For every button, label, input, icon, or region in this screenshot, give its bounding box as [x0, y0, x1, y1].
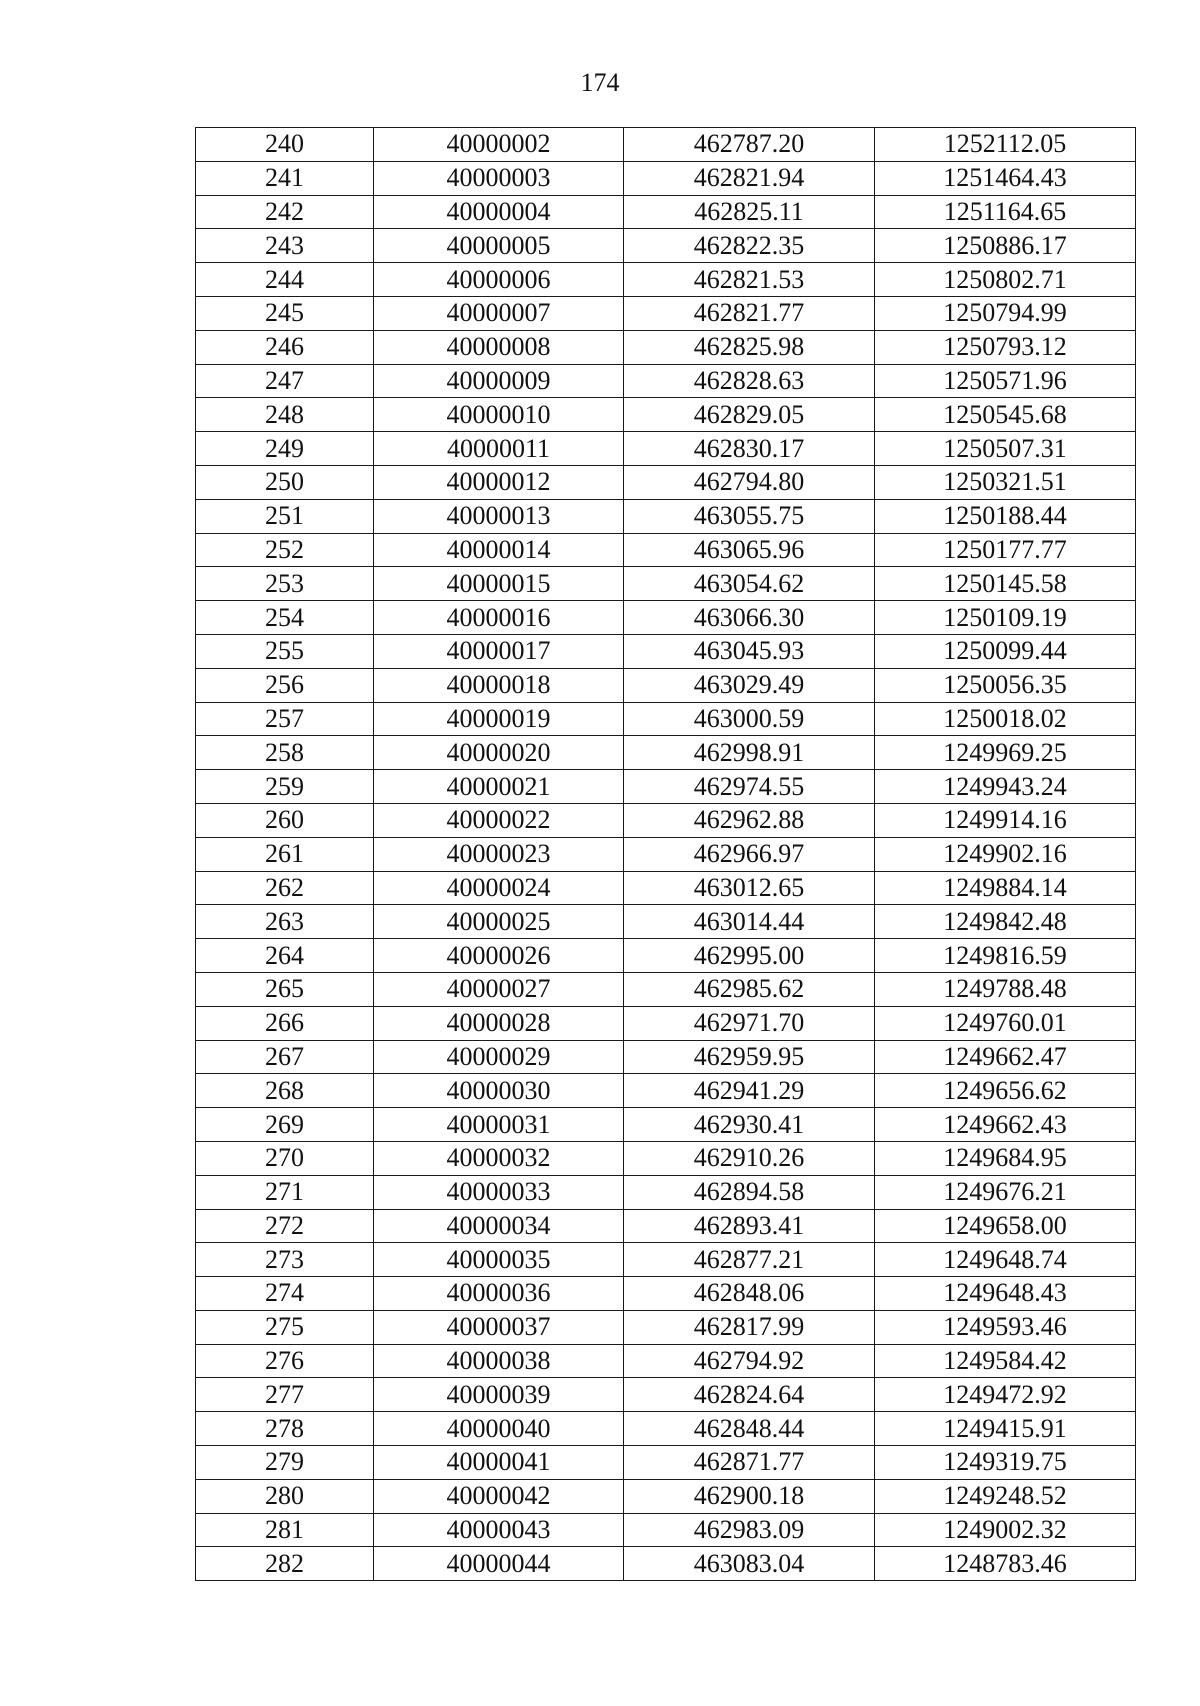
- point-id-cell: 40000010: [374, 398, 624, 432]
- y-coordinate-cell: 1250109.19: [875, 601, 1136, 635]
- y-coordinate-cell: 1250145.58: [875, 567, 1136, 601]
- table-row: [196, 195, 1136, 229]
- table-row: [196, 1547, 1136, 1581]
- table-row: [196, 702, 1136, 736]
- point-id-cell: 40000006: [374, 263, 624, 297]
- point-id-cell: 40000044: [374, 1547, 624, 1581]
- x-coordinate-cell: 463065.96: [624, 533, 875, 567]
- x-coordinate-cell: 462817.99: [624, 1310, 875, 1344]
- point-id-cell: 40000039: [374, 1378, 624, 1412]
- row-number-cell: 255: [196, 634, 374, 668]
- x-coordinate-cell: 463012.65: [624, 871, 875, 905]
- row-number-cell: 282: [196, 1547, 374, 1581]
- point-id-cell: 40000005: [374, 229, 624, 263]
- table-row: [196, 499, 1136, 533]
- row-number-cell: 240: [196, 128, 374, 162]
- point-id-cell: 40000012: [374, 465, 624, 499]
- table-row: [196, 1513, 1136, 1547]
- y-coordinate-cell: 1251464.43: [875, 161, 1136, 195]
- row-number-cell: 251: [196, 499, 374, 533]
- row-number-cell: 276: [196, 1344, 374, 1378]
- x-coordinate-cell: 462787.20: [624, 128, 875, 162]
- table-row: [196, 770, 1136, 804]
- row-number-cell: 280: [196, 1479, 374, 1513]
- table-row: [196, 1479, 1136, 1513]
- row-number-cell: 245: [196, 296, 374, 330]
- point-id-cell: 40000003: [374, 161, 624, 195]
- y-coordinate-cell: 1249684.95: [875, 1141, 1136, 1175]
- row-number-cell: 259: [196, 770, 374, 804]
- table-row: [196, 1378, 1136, 1412]
- x-coordinate-cell: 463000.59: [624, 702, 875, 736]
- x-coordinate-cell: 462825.11: [624, 195, 875, 229]
- y-coordinate-cell: 1249788.48: [875, 972, 1136, 1006]
- x-coordinate-cell: 462825.98: [624, 330, 875, 364]
- row-number-cell: 267: [196, 1040, 374, 1074]
- x-coordinate-cell: 462959.95: [624, 1040, 875, 1074]
- x-coordinate-cell: 463045.93: [624, 634, 875, 668]
- point-id-cell: 40000023: [374, 837, 624, 871]
- row-number-cell: 261: [196, 837, 374, 871]
- x-coordinate-cell: 463054.62: [624, 567, 875, 601]
- row-number-cell: 275: [196, 1310, 374, 1344]
- table-row: [196, 1006, 1136, 1040]
- point-id-cell: 40000036: [374, 1277, 624, 1311]
- table-row: [196, 1344, 1136, 1378]
- row-number-cell: 242: [196, 195, 374, 229]
- x-coordinate-cell: 463066.30: [624, 601, 875, 635]
- point-id-cell: 40000025: [374, 905, 624, 939]
- row-number-cell: 257: [196, 702, 374, 736]
- point-id-cell: 40000008: [374, 330, 624, 364]
- y-coordinate-cell: 1250018.02: [875, 702, 1136, 736]
- x-coordinate-cell: 462848.44: [624, 1412, 875, 1446]
- row-number-cell: 256: [196, 668, 374, 702]
- point-id-cell: 40000037: [374, 1310, 624, 1344]
- row-number-cell: 270: [196, 1141, 374, 1175]
- point-id-cell: 40000009: [374, 364, 624, 398]
- row-number-cell: 248: [196, 398, 374, 432]
- table-row: [196, 1209, 1136, 1243]
- table-row: [196, 1277, 1136, 1311]
- coordinate-table: [195, 127, 1136, 1581]
- x-coordinate-cell: 462941.29: [624, 1074, 875, 1108]
- x-coordinate-cell: 463083.04: [624, 1547, 875, 1581]
- y-coordinate-cell: 1250099.44: [875, 634, 1136, 668]
- table-row: [196, 398, 1136, 432]
- table-row: [196, 871, 1136, 905]
- y-coordinate-cell: 1250802.71: [875, 263, 1136, 297]
- row-number-cell: 269: [196, 1108, 374, 1142]
- point-id-cell: 40000007: [374, 296, 624, 330]
- y-coordinate-cell: 1250177.77: [875, 533, 1136, 567]
- y-coordinate-cell: 1249584.42: [875, 1344, 1136, 1378]
- row-number-cell: 260: [196, 803, 374, 837]
- x-coordinate-cell: 462983.09: [624, 1513, 875, 1547]
- x-coordinate-cell: 462900.18: [624, 1479, 875, 1513]
- table-row: [196, 1141, 1136, 1175]
- table-row: [196, 1108, 1136, 1142]
- row-number-cell: 265: [196, 972, 374, 1006]
- point-id-cell: 40000011: [374, 432, 624, 466]
- table-body: [196, 128, 1136, 1581]
- point-id-cell: 40000019: [374, 702, 624, 736]
- table-row: [196, 837, 1136, 871]
- table-row: [196, 128, 1136, 162]
- point-id-cell: 40000024: [374, 871, 624, 905]
- x-coordinate-cell: 462794.80: [624, 465, 875, 499]
- table-row: [196, 364, 1136, 398]
- x-coordinate-cell: 462821.53: [624, 263, 875, 297]
- x-coordinate-cell: 462894.58: [624, 1175, 875, 1209]
- y-coordinate-cell: 1249676.21: [875, 1175, 1136, 1209]
- x-coordinate-cell: 462824.64: [624, 1378, 875, 1412]
- row-number-cell: 252: [196, 533, 374, 567]
- y-coordinate-cell: 1249662.47: [875, 1040, 1136, 1074]
- y-coordinate-cell: 1249002.32: [875, 1513, 1136, 1547]
- row-number-cell: 258: [196, 736, 374, 770]
- x-coordinate-cell: 462971.70: [624, 1006, 875, 1040]
- x-coordinate-cell: 462822.35: [624, 229, 875, 263]
- table-row: [196, 465, 1136, 499]
- y-coordinate-cell: 1249662.43: [875, 1108, 1136, 1142]
- table-row: [196, 533, 1136, 567]
- point-id-cell: 40000035: [374, 1243, 624, 1277]
- y-coordinate-cell: 1249943.24: [875, 770, 1136, 804]
- row-number-cell: 274: [196, 1277, 374, 1311]
- x-coordinate-cell: 462821.77: [624, 296, 875, 330]
- y-coordinate-cell: 1250188.44: [875, 499, 1136, 533]
- row-number-cell: 263: [196, 905, 374, 939]
- x-coordinate-cell: 462821.94: [624, 161, 875, 195]
- y-coordinate-cell: 1249816.59: [875, 939, 1136, 973]
- x-coordinate-cell: 462985.62: [624, 972, 875, 1006]
- table-row: [196, 972, 1136, 1006]
- point-id-cell: 40000015: [374, 567, 624, 601]
- x-coordinate-cell: 463014.44: [624, 905, 875, 939]
- x-coordinate-cell: 462966.97: [624, 837, 875, 871]
- point-id-cell: 40000018: [374, 668, 624, 702]
- table-row: [196, 668, 1136, 702]
- point-id-cell: 40000043: [374, 1513, 624, 1547]
- y-coordinate-cell: 1249656.62: [875, 1074, 1136, 1108]
- point-id-cell: 40000017: [374, 634, 624, 668]
- y-coordinate-cell: 1249658.00: [875, 1209, 1136, 1243]
- row-number-cell: 243: [196, 229, 374, 263]
- row-number-cell: 241: [196, 161, 374, 195]
- y-coordinate-cell: 1249842.48: [875, 905, 1136, 939]
- x-coordinate-cell: 462794.92: [624, 1344, 875, 1378]
- y-coordinate-cell: 1252112.05: [875, 128, 1136, 162]
- y-coordinate-cell: 1250886.17: [875, 229, 1136, 263]
- point-id-cell: 40000014: [374, 533, 624, 567]
- y-coordinate-cell: 1249884.14: [875, 871, 1136, 905]
- y-coordinate-cell: 1249648.74: [875, 1243, 1136, 1277]
- table-row: [196, 432, 1136, 466]
- point-id-cell: 40000038: [374, 1344, 624, 1378]
- row-number-cell: 281: [196, 1513, 374, 1547]
- point-id-cell: 40000016: [374, 601, 624, 635]
- point-id-cell: 40000029: [374, 1040, 624, 1074]
- y-coordinate-cell: 1251164.65: [875, 195, 1136, 229]
- row-number-cell: 254: [196, 601, 374, 635]
- row-number-cell: 271: [196, 1175, 374, 1209]
- y-coordinate-cell: 1250794.99: [875, 296, 1136, 330]
- table-row: [196, 296, 1136, 330]
- x-coordinate-cell: 462828.63: [624, 364, 875, 398]
- point-id-cell: 40000033: [374, 1175, 624, 1209]
- table-row: [196, 1310, 1136, 1344]
- y-coordinate-cell: 1249914.16: [875, 803, 1136, 837]
- x-coordinate-cell: 463055.75: [624, 499, 875, 533]
- y-coordinate-cell: 1250793.12: [875, 330, 1136, 364]
- y-coordinate-cell: 1250507.31: [875, 432, 1136, 466]
- row-number-cell: 277: [196, 1378, 374, 1412]
- point-id-cell: 40000004: [374, 195, 624, 229]
- table-row: [196, 229, 1136, 263]
- point-id-cell: 40000021: [374, 770, 624, 804]
- point-id-cell: 40000034: [374, 1209, 624, 1243]
- table-row: [196, 1412, 1136, 1446]
- y-coordinate-cell: 1249648.43: [875, 1277, 1136, 1311]
- table-row: [196, 1243, 1136, 1277]
- x-coordinate-cell: 462930.41: [624, 1108, 875, 1142]
- row-number-cell: 249: [196, 432, 374, 466]
- x-coordinate-cell: 462830.17: [624, 432, 875, 466]
- row-number-cell: 246: [196, 330, 374, 364]
- row-number-cell: 279: [196, 1446, 374, 1480]
- point-id-cell: 40000041: [374, 1446, 624, 1480]
- point-id-cell: 40000020: [374, 736, 624, 770]
- y-coordinate-cell: 1249593.46: [875, 1310, 1136, 1344]
- point-id-cell: 40000013: [374, 499, 624, 533]
- page-number: 174: [580, 68, 620, 97]
- point-id-cell: 40000026: [374, 939, 624, 973]
- row-number-cell: 264: [196, 939, 374, 973]
- point-id-cell: 40000040: [374, 1412, 624, 1446]
- row-number-cell: 266: [196, 1006, 374, 1040]
- y-coordinate-cell: 1250571.96: [875, 364, 1136, 398]
- y-coordinate-cell: 1250056.35: [875, 668, 1136, 702]
- table-row: [196, 1074, 1136, 1108]
- point-id-cell: 40000028: [374, 1006, 624, 1040]
- point-id-cell: 40000030: [374, 1074, 624, 1108]
- table-row: [196, 736, 1136, 770]
- table-row: [196, 905, 1136, 939]
- row-number-cell: 262: [196, 871, 374, 905]
- y-coordinate-cell: 1249902.16: [875, 837, 1136, 871]
- point-id-cell: 40000022: [374, 803, 624, 837]
- row-number-cell: 268: [196, 1074, 374, 1108]
- table-row: [196, 330, 1136, 364]
- x-coordinate-cell: 462829.05: [624, 398, 875, 432]
- x-coordinate-cell: 462893.41: [624, 1209, 875, 1243]
- table-row: [196, 1446, 1136, 1480]
- x-coordinate-cell: 462910.26: [624, 1141, 875, 1175]
- point-id-cell: 40000002: [374, 128, 624, 162]
- x-coordinate-cell: 462962.88: [624, 803, 875, 837]
- y-coordinate-cell: 1249969.25: [875, 736, 1136, 770]
- x-coordinate-cell: 462974.55: [624, 770, 875, 804]
- table-row: [196, 161, 1136, 195]
- table-row: [196, 939, 1136, 973]
- x-coordinate-cell: 462871.77: [624, 1446, 875, 1480]
- x-coordinate-cell: 462877.21: [624, 1243, 875, 1277]
- table-row: [196, 567, 1136, 601]
- y-coordinate-cell: 1249319.75: [875, 1446, 1136, 1480]
- x-coordinate-cell: 462848.06: [624, 1277, 875, 1311]
- y-coordinate-cell: 1250545.68: [875, 398, 1136, 432]
- row-number-cell: 253: [196, 567, 374, 601]
- table-row: [196, 1175, 1136, 1209]
- table-row: [196, 803, 1136, 837]
- table-row: [196, 263, 1136, 297]
- x-coordinate-cell: 462998.91: [624, 736, 875, 770]
- y-coordinate-cell: 1249760.01: [875, 1006, 1136, 1040]
- row-number-cell: 272: [196, 1209, 374, 1243]
- row-number-cell: 244: [196, 263, 374, 297]
- point-id-cell: 40000027: [374, 972, 624, 1006]
- row-number-cell: 247: [196, 364, 374, 398]
- x-coordinate-cell: 462995.00: [624, 939, 875, 973]
- point-id-cell: 40000031: [374, 1108, 624, 1142]
- y-coordinate-cell: 1250321.51: [875, 465, 1136, 499]
- row-number-cell: 278: [196, 1412, 374, 1446]
- point-id-cell: 40000032: [374, 1141, 624, 1175]
- row-number-cell: 250: [196, 465, 374, 499]
- y-coordinate-cell: 1248783.46: [875, 1547, 1136, 1581]
- y-coordinate-cell: 1249415.91: [875, 1412, 1136, 1446]
- x-coordinate-cell: 463029.49: [624, 668, 875, 702]
- y-coordinate-cell: 1249472.92: [875, 1378, 1136, 1412]
- table-row: [196, 634, 1136, 668]
- y-coordinate-cell: 1249248.52: [875, 1479, 1136, 1513]
- row-number-cell: 273: [196, 1243, 374, 1277]
- table-row: [196, 601, 1136, 635]
- table-row: [196, 1040, 1136, 1074]
- point-id-cell: 40000042: [374, 1479, 624, 1513]
